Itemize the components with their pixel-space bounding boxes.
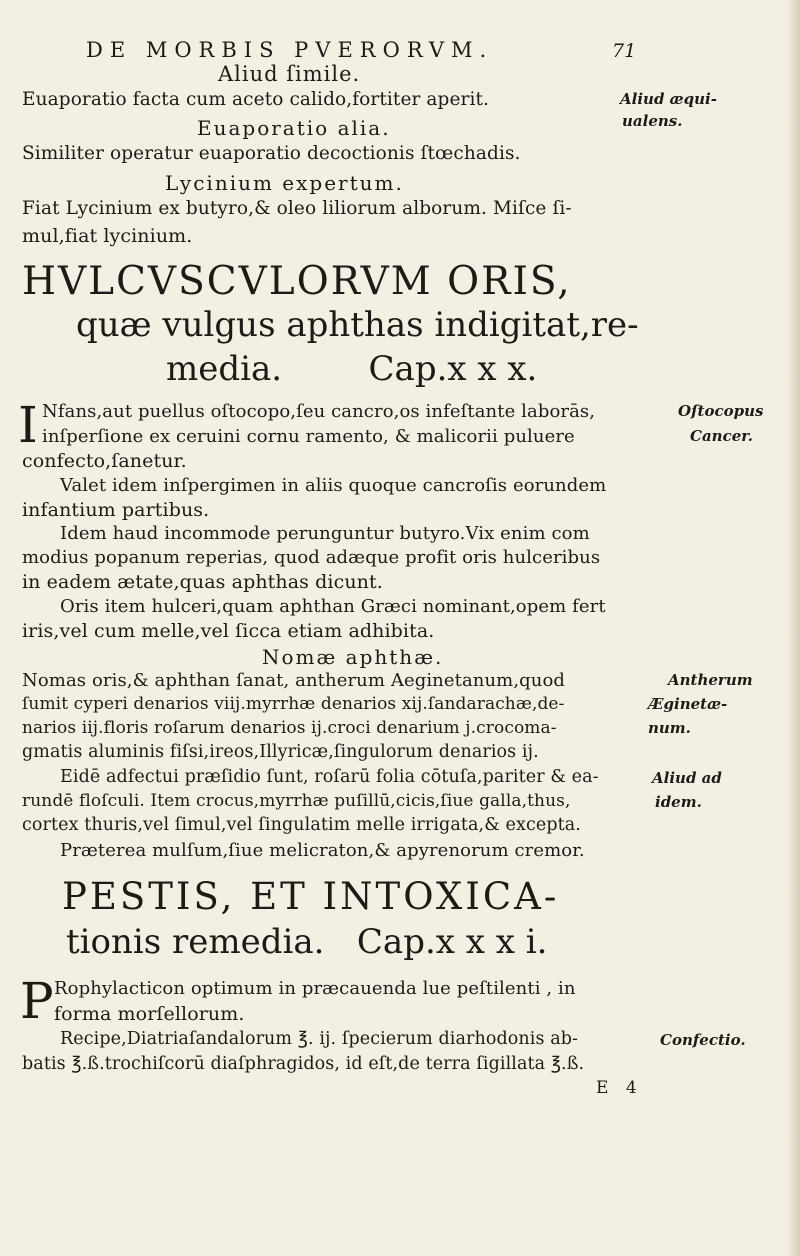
chapter-title: media. Cap.x x x. — [166, 349, 538, 389]
text-line: ſumit cyperi denarios viij.myrrhæ denarios xij.ſandarachæ,de- — [22, 694, 565, 714]
text-line: Valet idem inſpergimen in aliis quoque cancroſis eorundem — [60, 475, 607, 496]
heading-aliud-simile: Aliud ſimile. — [218, 62, 361, 86]
chapter-title: PESTIS, ET INTOXICA- — [62, 875, 560, 918]
text-line: inſperſione ex ceruini cornu ramento, & malicorii puluere — [42, 426, 575, 447]
text-line: infantium partibus. — [22, 499, 210, 521]
text-line: gmatis aluminis fiſsi,ireos,Illyricæ,ſingulorum denarios ij. — [22, 742, 539, 762]
text-line: modius popanum reperias, quod adæque profit oris hulceribus — [22, 547, 601, 568]
text-line: Nfans,aut puellus oſtocopo,ſeu cancro,os infeſtante laborās, — [42, 401, 596, 422]
text-line: Præterea mulſum,ſiue melicraton,& apyrenorum cremor. — [60, 840, 585, 861]
text-line: Nomas oris,& aphthan ſanat, antherum Aeginetanum,quod — [22, 670, 566, 691]
heading-nomae-aphthae: Nomæ aphthæ. — [262, 645, 444, 669]
text-line: Eidē adfectui præſidio ſunt, roſarū folia cōtuſa,pariter & ea- — [60, 767, 599, 787]
margin-note: Aliud æqui- — [620, 90, 717, 108]
margin-note: Æginetæ- — [648, 695, 728, 713]
text-line: mul,fiat lycinium. — [22, 225, 193, 247]
text-line: Recipe,Diatriaſandalorum ℥. ij. ſpecierum diarhodonis ab- — [60, 1029, 579, 1049]
margin-note: num. — [648, 719, 691, 737]
text-line: cortex thuris,vel ſimul,vel ſingulatim melle irrigata,& excepta. — [22, 815, 581, 835]
chapter-title: tionis remedia. Cap.x x x i. — [66, 922, 548, 962]
margin-note: Confectio. — [660, 1031, 746, 1049]
text-line: Euaporatio facta cum aceto calido,fortiter aperit. — [22, 89, 490, 110]
text-line: rundē floſculi. Item crocus,myrrhæ puſillū,cicis,ſiue galla,thus, — [22, 791, 571, 811]
margin-note: Cancer. — [690, 427, 753, 445]
page-number: 71 — [612, 40, 637, 62]
text-line: forma morſellorum. — [54, 1003, 245, 1025]
running-title: DE MORBIS PVERORVM. — [86, 38, 494, 62]
drop-cap: I — [18, 396, 38, 454]
margin-note: Antherum — [668, 671, 753, 689]
text-line: narios iij.floris roſarum denarios ij.croci denarium j.crocoma- — [22, 718, 557, 738]
margin-note: Aliud ad — [652, 769, 722, 787]
margin-note: idem. — [655, 793, 702, 811]
text-line: iris,vel cum melle,vel ſicca etiam adhibita. — [22, 620, 435, 642]
signature-mark: E 4 — [596, 1078, 643, 1098]
text-line: Idem haud incommode perunguntur butyro.Vix enim com — [60, 523, 590, 544]
page-edge — [786, 0, 800, 1256]
drop-cap: P — [20, 972, 54, 1030]
text-line: Rophylacticon optimum in præcauenda lue peſtilenti , in — [54, 978, 576, 999]
heading-lycinium-expertum: Lycinium expertum. — [165, 171, 404, 195]
margin-note: ualens. — [622, 112, 683, 130]
text-line: confecto,ſanetur. — [22, 450, 187, 472]
text-line: in eadem ætate,quas aphthas dicunt. — [22, 571, 383, 593]
text-line: Similiter operatur euaporatio decoctionis ſtœchadis. — [22, 143, 521, 164]
chapter-title: HVLCVSCVLORVM ORIS, — [22, 259, 572, 304]
heading-euaporatio-alia: Euaporatio alia. — [197, 116, 391, 140]
margin-note: Oſtocopus — [678, 402, 764, 420]
text-line: Oris item hulceri,quam aphthan Græci nominant,opem fert — [60, 596, 606, 617]
text-line: Fiat Lycinium ex butyro,& oleo liliorum alborum. Miſce ſi- — [22, 198, 572, 219]
text-line: batis ℥.ß.trochiſcorū diaſphragidos, id eſt,de terra ſigillata ℥.ß. — [22, 1054, 585, 1074]
chapter-title: quæ vulgus aphthas indigitat,re- — [76, 305, 639, 345]
